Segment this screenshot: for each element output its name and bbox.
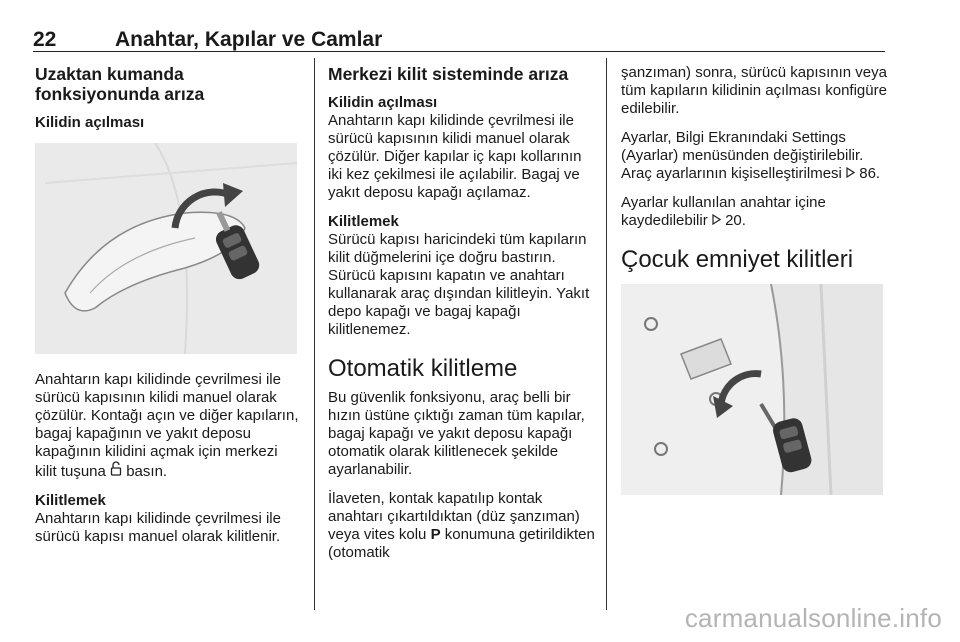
door-handle-key-illustration [35,143,297,354]
paragraph-locking-text: Anahtarın kapı kilidinde çevrilmesi ile sürücü kapısı manuel olarak kilitlenir. [35,510,281,545]
paragraph-unlocking-text: Anahtarın kapı kilidinde çevrilmesi ile sürücü kapısının kilidi manuel olarak çözülür. Kontağı açın ve diğer kapıların, bagaj kapağının ve yakıt deposu kapağının kilidini açmak için merkezi kilit tuşuna basın. [35,371,299,480]
subheading-locking: Kilitlemek [35,492,106,509]
paragraph-key-settings: Ayarlar kullanılan anahtar içine kaydedilebilir 20. [621,194,826,229]
watermark: carmanualsonline.info [684,603,942,633]
paragraph-locking-2: Sürücü kapısı haricindeki tüm kapıların kilit düğmelerini içe doğru bastırın. Sürücü kapısını kapatın ve anahtarı kullanarak araç dışından kilitleyin. Yakıt depo kapağı ve bagaj kapağı kilitlenemez. [328,231,590,338]
subheading-unlocking: Kilidin açılması [35,114,145,131]
section-heading-auto-locking: Otomatik kilitleme [328,355,518,382]
subheading-locking-2: Kilitlemek [328,213,399,230]
page-reference-icon [712,212,721,230]
paragraph-auto-locking-2: İlaveten, kontak kapatılıp kontak anahtarı çıkartıldıktan (düz şanzıman) veya vites kolu P konumuna getirildikten (otomatik [328,490,595,561]
section-heading-central-lock-failure: Merkezi kilit sisteminde arıza [328,64,569,84]
column-remote-failure [35,64,303,546]
paragraph-unlocking-2: Anahtarın kapı kilidinde çevrilmesi ile sürücü kapısının kilidi manuel olarak çözülür. Diğer kapılar iç kapı kollarının iki kez çekilmesi ile açılabilir. Bagaj ve yakıt deposu kapağı açılamaz. [328,112,582,201]
header-divider [33,51,885,52]
column-central-lock-failure [328,64,598,562]
page-number: 22 [33,28,57,51]
paragraph-continued: şanzıman) sonra, sürücü kapısının veya tüm kapıların kilidinin açılması konfigüre edilebilir. [621,64,887,117]
column-divider-1 [314,58,315,610]
page-reference-icon [846,165,855,183]
subheading-unlocking-2: Kilidin açılması [328,94,438,111]
column-settings-child-locks [621,64,891,495]
page-title: Anahtar, Kapılar ve Camlar [115,28,383,51]
paragraph-settings: Ayarlar, Bilgi Ekranındaki Settings (Ayarlar) menüsünden değiştirilebilir. Araç ayarlarının kişiselleştirilmesi 86. [621,129,881,182]
paragraph-auto-locking: Bu güvenlik fonksiyonu, araç belli bir hızın üstüne çıktığı zaman tüm kapılar, bagaj kapağı ve yakıt deposu kapağı otomatik olarak kilitlenecek şekilde ayarlanabilir. [328,389,585,478]
section-heading-child-locks: Çocuk emniyet kilitleri [621,246,854,273]
section-heading-remote-failure: Uzaktan kumanda fonksiyonunda arıza [35,64,205,104]
central-lock-icon [110,461,122,481]
child-lock-illustration [621,284,883,495]
column-divider-2 [606,58,607,610]
